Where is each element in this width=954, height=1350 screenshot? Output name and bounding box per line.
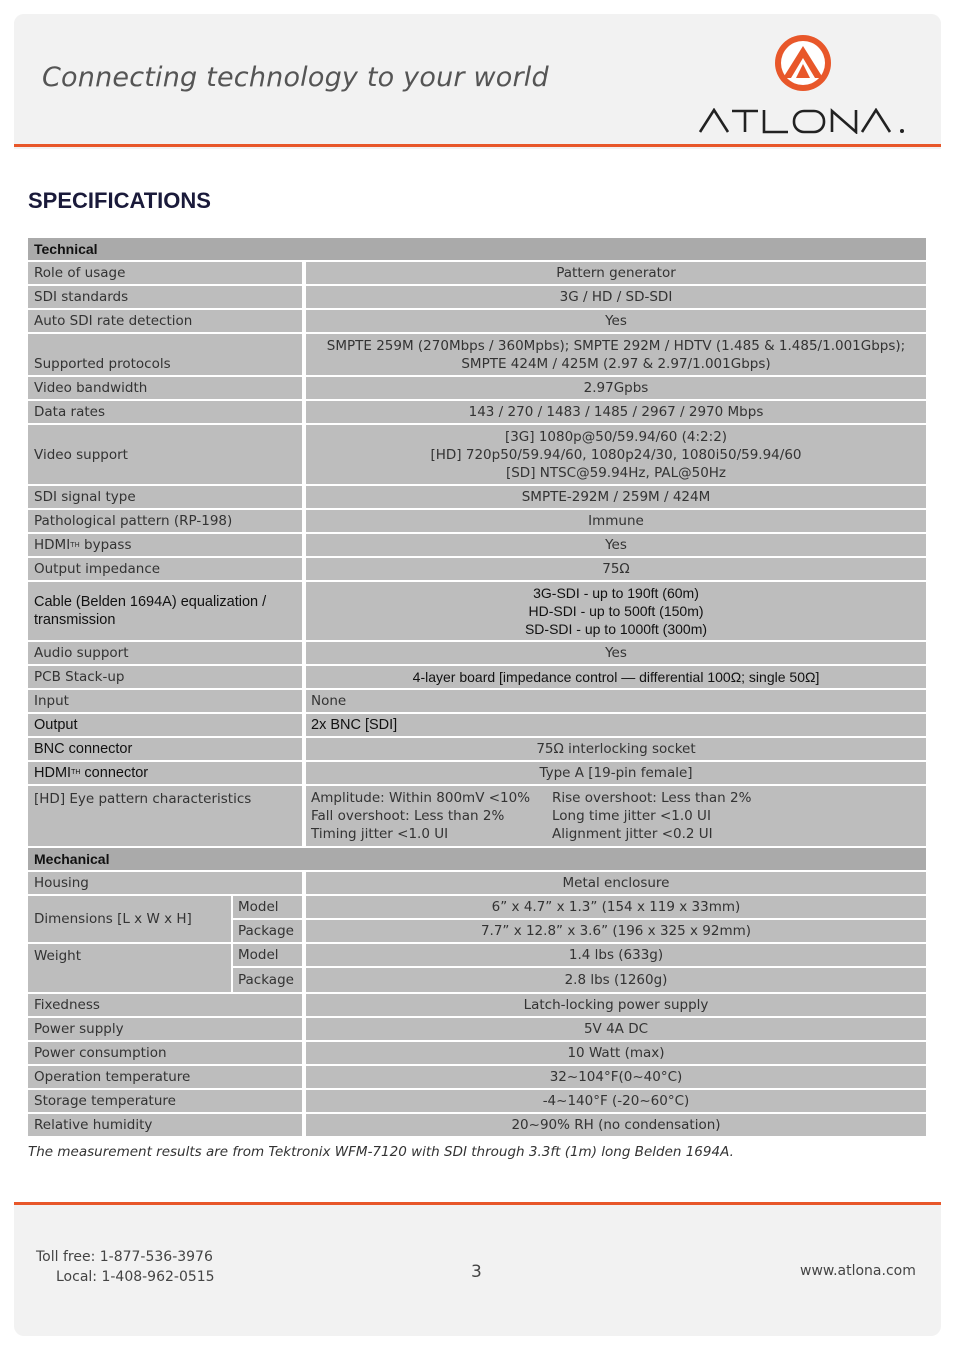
section-title: SPECIFICATIONS [28,188,211,213]
table-row [28,786,926,846]
table-row [28,286,926,308]
row-value: 2.97Gpbs [306,377,926,399]
footer-divider [14,1202,941,1205]
row-label: Video support [28,425,302,484]
sub-label: Model [233,896,302,918]
eye-pattern-values [311,789,926,843]
table-row [28,534,926,556]
row-value: 2x BNC [SDI] [306,714,926,736]
local-phone: Local: 1-408-962-0515 [56,1269,215,1285]
row-value: 7.7” x 12.8” x 3.6” (196 x 325 x 92mm) [306,920,926,942]
row-label: Output impedance [28,558,302,580]
sub-label: Model [233,944,302,966]
table-row [28,872,926,894]
row-label: Supported protocols [28,334,302,375]
row-value: 20~90% RH (no condensation) [306,1114,926,1136]
mechanical-heading-row [28,848,926,870]
tagline: Connecting technology to your world [42,62,549,93]
table-row [28,377,926,399]
table-row [28,425,926,484]
table-row [28,334,926,375]
atlona-logo [694,34,914,134]
row-value: -4~140°F (-20~60°C) [306,1090,926,1112]
dimensions-row [28,896,926,942]
row-value: 1.4 lbs (633g) [306,944,926,966]
row-value: Metal enclosure [306,872,926,894]
header-divider [14,144,941,147]
toll-free-phone: Toll free: 1-877-536-3976 [36,1249,213,1265]
row-value: None [306,690,926,712]
table-row [28,762,926,784]
row-label: SDI standards [28,286,302,308]
table-row [28,1090,926,1112]
page-number: 3 [471,1262,482,1282]
table-row [28,582,926,640]
eye-right-column: Rise overshoot: Less than 2% Long time jitter <1.0 UI Alignment jitter <0.2 UI [552,790,752,842]
row-value: 2.8 lbs (1260g) [306,968,926,992]
row-label: Operation temperature [28,1066,302,1088]
row-label: Fixedness [28,994,302,1016]
row-label: HDMI TH connector [28,762,302,784]
row-label: Power consumption [28,1042,302,1064]
row-value: Yes [306,310,926,332]
row-label: Data rates [28,401,302,423]
row-value: [3G] 1080p@50/59.94/60 (4:2:2) [HD] 720p50/59.94/60, 1080p24/30, 1080i50/59.94/60 [SD] NTSC@59.94Hz, PAL@50Hz [306,425,926,484]
table-row [28,310,926,332]
row-label: Video bandwidth [28,377,302,399]
row-value: Yes [306,642,926,664]
row-value: 10 Watt (max) [306,1042,926,1064]
table-row [28,486,926,508]
eye-left-column: Amplitude: Within 800mV <10% Fall overshoot: Less than 2% Timing jitter <1.0 UI [311,790,531,842]
row-value [306,786,926,846]
row-label: Input [28,690,302,712]
row-label: PCB Stack-up [28,666,302,688]
row-label: Housing [28,872,302,894]
row-label: Cable (Belden 1694A) equalization / transmission [28,582,302,640]
row-value: 32~104°F(0~40°C) [306,1066,926,1088]
row-value: 143 / 270 / 1483 / 1485 / 2967 / 2970 Mbps [306,401,926,423]
row-value: 75Ω interlocking socket [306,738,926,760]
row-label: Relative humidity [28,1114,302,1136]
sub-label: Package [233,920,302,942]
table-row [28,1018,926,1040]
row-value: 5V 4A DC [306,1018,926,1040]
row-label: BNC connector [28,738,302,760]
row-label: Pathological pattern (RP-198) [28,510,302,532]
row-label: Output [28,714,302,736]
row-label: Audio support [28,642,302,664]
row-value: 6” x 4.7” x 1.3” (154 x 119 x 33mm) [306,896,926,918]
sub-label: Package [233,968,302,992]
table-row [28,642,926,664]
row-value: Yes [306,534,926,556]
row-label: [HD] Eye pattern characteristics [28,786,302,846]
table-row [28,738,926,760]
technical-heading-row [28,238,926,260]
table-row [28,558,926,580]
table-row [28,1042,926,1064]
row-label: Role of usage [28,262,302,284]
table-row [28,401,926,423]
row-value: Latch-locking power supply [306,994,926,1016]
row-label: Weight [28,944,231,992]
row-label: SDI signal type [28,486,302,508]
row-value: 3G / HD / SD-SDI [306,286,926,308]
row-label: Storage temperature [28,1090,302,1112]
mechanical-heading: Mechanical [28,848,926,870]
row-value: 75Ω [306,558,926,580]
table-row [28,262,926,284]
footnote: The measurement results are from Tektronix WFM-7120 with SDI through 3.3ft (1m) long Belden 1694A. [28,1144,734,1160]
atlona-logo-mark-icon [774,34,832,92]
row-label: Power supply [28,1018,302,1040]
website-link[interactable]: www.atlona.com [800,1263,916,1279]
spec-table [28,238,926,1138]
table-row [28,714,926,736]
table-row [28,1066,926,1088]
weight-row [28,944,926,992]
technical-heading: Technical [28,238,926,260]
row-value: SMPTE-292M / 259M / 424M [306,486,926,508]
row-label: Dimensions [L x W x H] [28,896,231,942]
table-row [28,690,926,712]
row-value: 3G-SDI - up to 190ft (60m) HD-SDI - up to 500ft (150m) SD-SDI - up to 1000ft (300m) [306,582,926,640]
row-value: Type A [19-pin female] [306,762,926,784]
table-row [28,510,926,532]
row-value: SMPTE 259M (270Mbps / 360Mpbs); SMPTE 292M / HDTV (1.485 & 1.485/1.001Gbps); SMPTE 424M / 425M (2.97 & 2.97/1.001Gbps) [306,334,926,375]
row-value: 4-layer board [impedance control — differential 100Ω; single 50Ω] [306,666,926,688]
table-row [28,1114,926,1136]
row-label: HDMI TH bypass [28,534,302,556]
table-row [28,666,926,688]
atlona-wordmark [698,108,914,134]
row-label: Auto SDI rate detection [28,310,302,332]
row-value: Pattern generator [306,262,926,284]
row-value: Immune [306,510,926,532]
table-row [28,994,926,1016]
